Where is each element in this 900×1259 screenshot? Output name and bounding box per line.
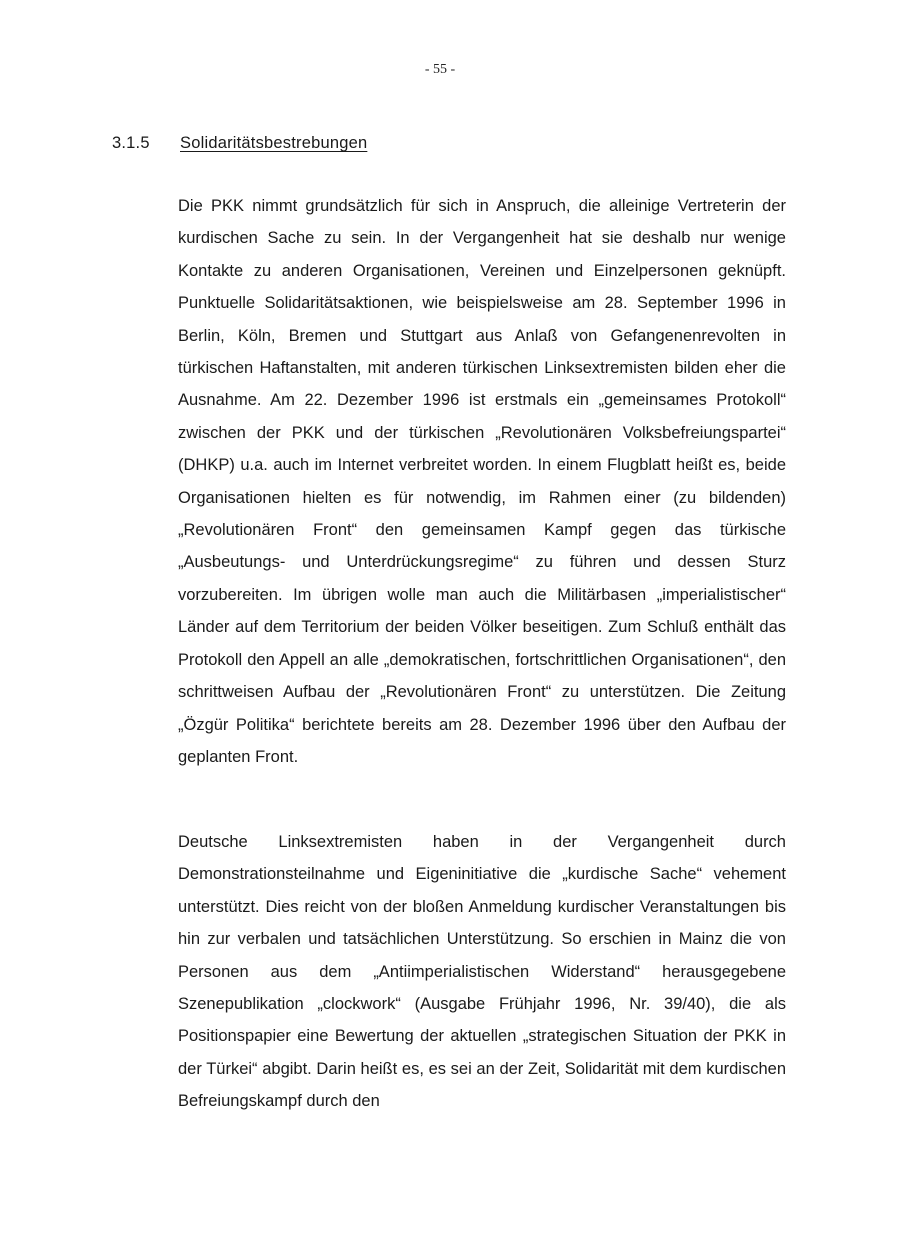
- section-number: 3.1.5: [112, 134, 150, 152]
- paragraph-solidarity-actions: Die PKK nimmt grundsätzlich für sich in Anspruch, die alleinige Vertreterin der kurdischen Sache zu sein. In der Vergangenheit hat sie deshalb nur wenige Kontakte zu anderen Organisationen, Vereinen und Einzelpersonen geknüpft. Punktuelle Solidaritätsaktionen, wie beispielsweise am 28. September 1996 in Berlin, Köln, Bremen und Stuttgart aus Anlaß von Gefangenenrevolten in türkischen Haftanstalten, mit anderen türkischen Linksextremisten bilden eher die Ausnahme. Am 22. Dezember 1996 ist erstmals ein „gemeinsames Protokoll“ zwischen der PKK und der türkischen „Revolutionären Volksbefreiungspartei“ (DHKP) u.a. auch im Internet verbreitet worden. In einem Flugblatt heißt es, beide Organisationen hielten es für notwendig, im Rahmen einer (zu bildenden) „Revolutionären Front“ den gemeinsamen Kampf gegen das türkische „Ausbeutungs- und Unterdrückungsregime“ zu führen und dessen Sturz vorzubereiten. Im übrigen wolle man auch die Militärbasen „imperialistischer“ Länder auf dem Territorium der beiden Völker beseitigen. Zum Schluß enthält das Protokoll den Appell an alle „demokratischen, fortschrittlichen Organisationen“, den schrittweisen Aufbau der „Revolutionären Front“ zu unterstützen. Die Zeitung „Özgür Politika“ berichtete bereits am 28. Dezember 1996 über den Aufbau der geplanten Front.: [178, 197, 786, 766]
- section-heading: [112, 134, 367, 153]
- section-title: Solidaritätsbestrebungen: [180, 134, 368, 152]
- paragraph-german-left-extremists: Deutsche Linksextremisten haben in der Vergangenheit durch Demonstrationsteilnahme und Eigeninitiative die „kurdische Sache“ vehement unterstützt. Dies reicht von der bloßen Anmeldung kurdischer Veranstaltungen bis hin zur verbalen und tatsächlichen Unterstützung. So erschien in Mainz die von Personen aus dem „Antiimperialistischen Widerstand“ herausgegebene Szenepublikation „clockwork“ (Ausgabe Frühjahr 1996, Nr. 39/40), die als Positionspapier eine Bewertung der aktuellen „strategischen Situation der PKK in der Türkei“ abgibt. Darin heißt es, es sei an der Zeit, Solidarität mit dem kurdischen Befreiungskampf durch den: [178, 833, 786, 1111]
- page-number: - 55 -: [424, 62, 456, 77]
